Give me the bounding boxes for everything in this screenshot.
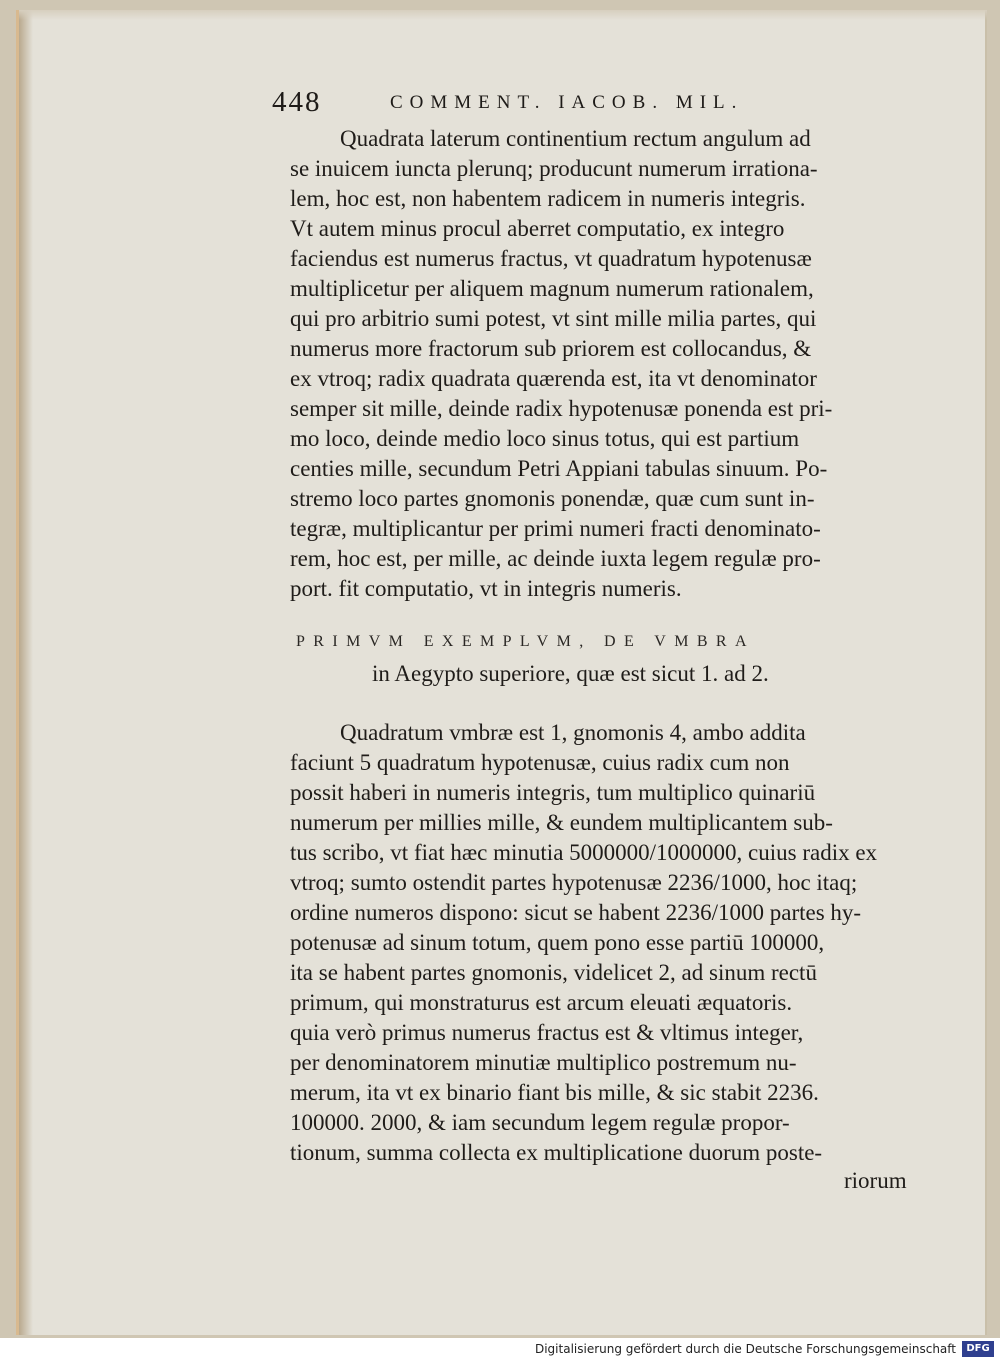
text-line: qui pro arbitrio sumi potest, vt sint mille milia partes, qui [290, 306, 817, 331]
text-line: numerus more fractorum sub priorem est collocandus, & [290, 336, 812, 361]
text-line: stremo loco partes gnomonis ponendæ, quæ cum sunt in- [290, 486, 815, 511]
text-line: multiplicetur per aliquem magnum numerum rationalem, [290, 276, 814, 301]
page-header [272, 86, 832, 122]
text-line: numerum per millies mille, & eundem multiplicantem sub- [290, 810, 833, 835]
text-line: potenusæ ad sinum totum, quem pono esse partiū 100000, [290, 930, 825, 955]
text-line: tegræ, multiplicantur per primi numeri fracti denominato- [290, 516, 821, 541]
text-line: Quadrata laterum continentium rectum angulum ad [340, 126, 811, 151]
text-line: rem, hoc est, per mille, ac deinde iuxta legem regulæ pro- [290, 546, 821, 571]
digitization-footer [0, 1338, 1000, 1362]
text-line: tionum, summa collecta ex multiplicatione duorum poste- [290, 1140, 823, 1165]
text-line: ordine numeros dispono: sicut se habent 2236/1000 partes hy- [290, 900, 862, 925]
text-line: quia verò primus numerus fractus est & vltimus integer, [290, 1020, 804, 1045]
text-line: faciendus est numerus fractus, vt quadratum hypotenusæ [290, 246, 812, 271]
page-top-shadow [19, 10, 987, 20]
text-line: semper sit mille, deinde radix hypotenusæ ponenda est pri- [290, 396, 833, 421]
text-line: ita se habent partes gnomonis, videlicet 2, ad sinum rectū [290, 960, 817, 985]
text-line: Vt autem minus procul aberret computatio, ex integro [290, 216, 785, 241]
text-line: mo loco, deinde medio loco sinus totus, qui est partium [290, 426, 800, 451]
section-heading: PRIMVM EXEMPLVM, DE VMBRA [296, 633, 755, 650]
text-line: ex vtroq; radix quadrata quærenda est, ita vt denominator [290, 366, 817, 391]
section-subheading: in Aegypto superiore, quæ est sicut 1. ad 2. [372, 661, 769, 686]
text-line: se inuicem iuncta plerunq; producunt numerum irrationa- [290, 156, 818, 181]
page-number: 448 [272, 86, 322, 118]
page-gutter-shadow [19, 10, 33, 1335]
funding-credit: Digitalisierung gefördert durch die Deutsche Forschungsgemeinschaft [534, 1342, 956, 1356]
text-line: tus scribo, vt fiat hæc minutia 5000000/1000000, cuius radix ex [290, 840, 878, 865]
catchword: riorum [844, 1168, 907, 1193]
text-line: lem, hoc est, non habentem radicem in numeris integris. [290, 186, 806, 211]
text-line: faciunt 5 quadratum hypotenusæ, cuius radix cum non [290, 750, 790, 775]
text-line: Quadratum vmbræ est 1, gnomonis 4, ambo addita [340, 720, 806, 745]
text-line: possit haberi in numeris integris, tum multiplico quinariū [290, 780, 816, 805]
text-line: centies mille, secundum Petri Appiani tabulas sinuum. Po- [290, 456, 828, 481]
text-line: merum, ita vt ex binario fiant bis mille, & sic stabit 2236. [290, 1080, 819, 1105]
text-line: primum, qui monstraturus est arcum eleuati æquatoris. [290, 990, 793, 1015]
running-head: COMMENT. IACOB. MIL. [390, 92, 744, 113]
dfg-logo: DFG [962, 1341, 994, 1357]
text-line: 100000. 2000, & iam secundum legem regulæ propor- [290, 1110, 790, 1135]
text-line: vtroq; sumto ostendit partes hypotenusæ 2236/1000, hoc itaq; [290, 870, 858, 895]
text-line: port. fit computatio, vt in integris numeris. [290, 576, 682, 601]
text-line: per denominatorem minutiæ multiplico postremum nu- [290, 1050, 797, 1075]
